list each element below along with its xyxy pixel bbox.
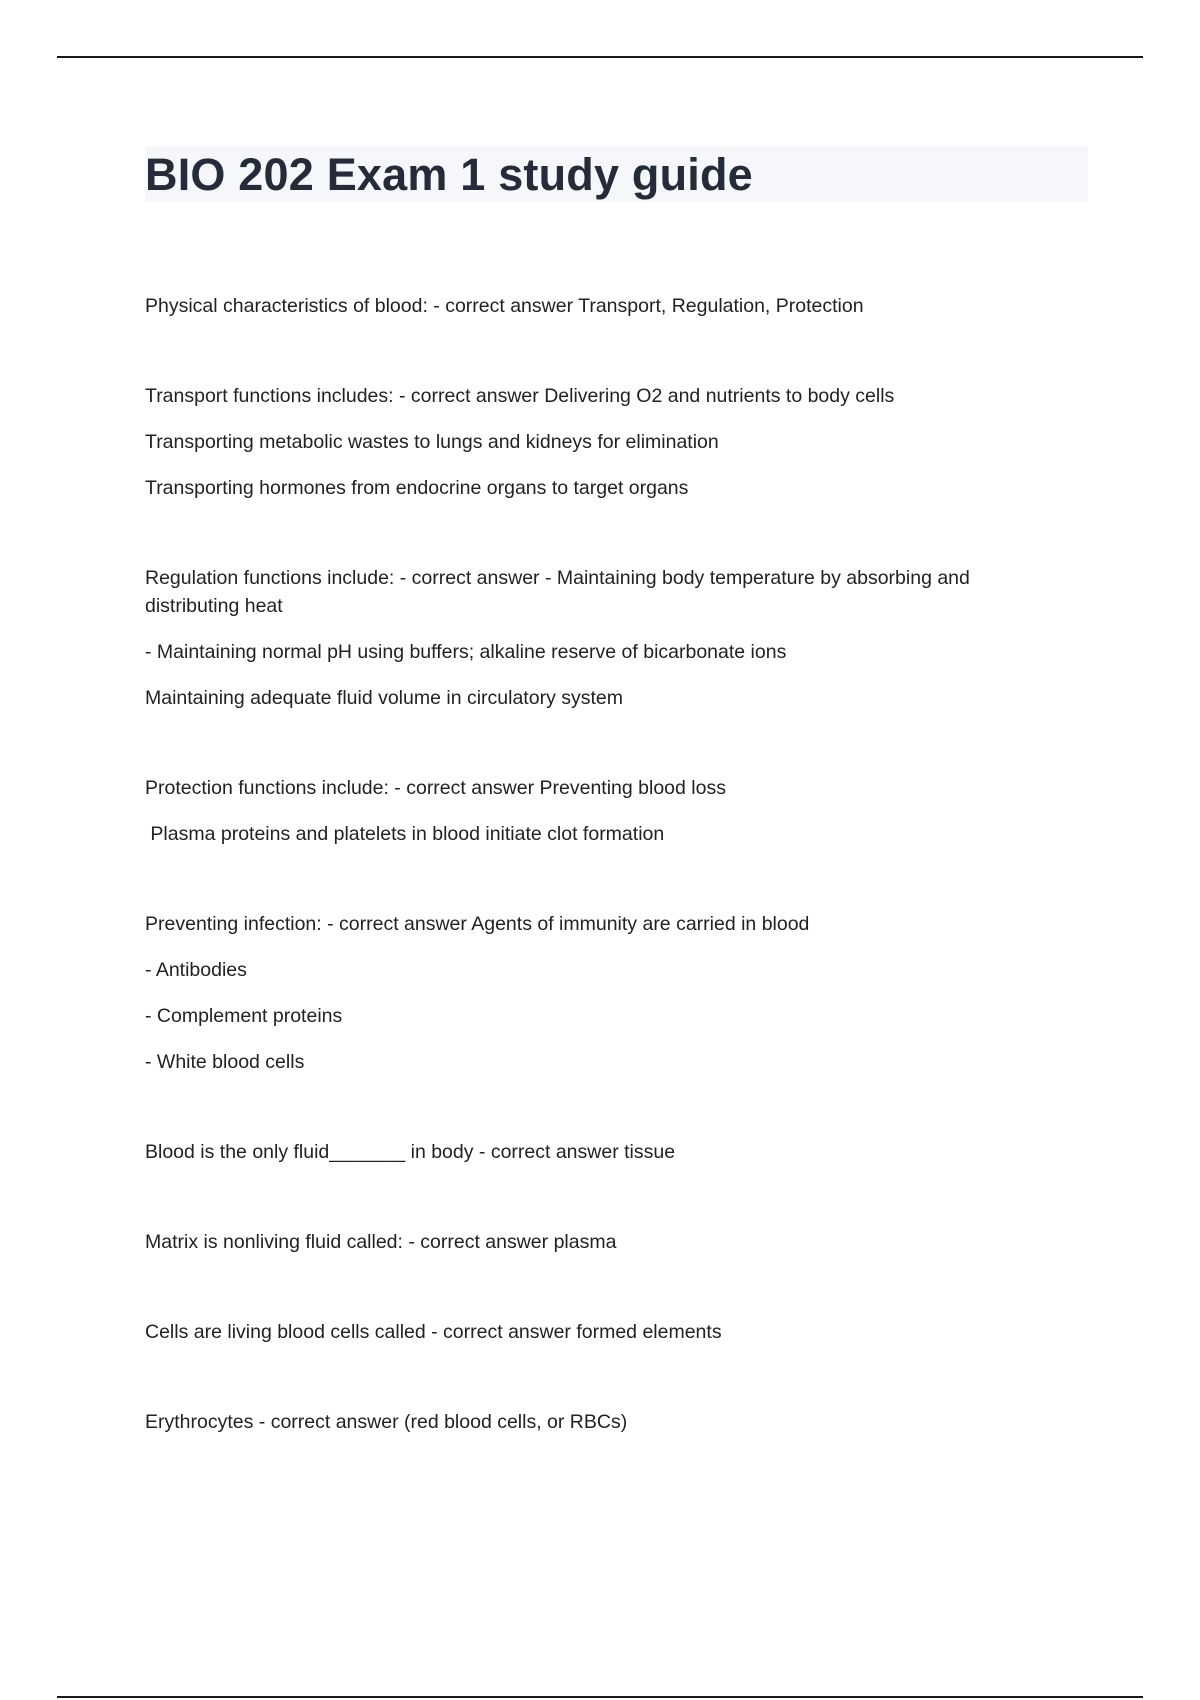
qa-line: - Complement proteins	[145, 1005, 343, 1027]
qa-line: Regulation functions include: - correct answer - Maintaining body temperature by absorbing and distributing heat	[145, 567, 976, 617]
qa-line: Erythrocytes - correct answer (red blood cells, or RBCs)	[145, 1411, 628, 1433]
qa-line: Transporting hormones from endocrine organs to target organs	[145, 477, 689, 499]
qa-entry-blood-characteristics	[145, 292, 1045, 320]
qa-entry-fluid-tissue	[145, 1138, 1045, 1166]
qa-entry-transport-functions	[145, 382, 1045, 502]
qa-entry-regulation-functions	[145, 564, 1045, 712]
page-title: BIO 202 Exam 1 study guide	[145, 148, 753, 200]
qa-line: Physical characteristics of blood: - correct answer Transport, Regulation, Protection	[145, 295, 864, 317]
qa-entry-formed-elements	[145, 1318, 1045, 1346]
qa-line: Preventing infection: - correct answer Agents of immunity are carried in blood	[145, 913, 810, 935]
qa-line: Matrix is nonliving fluid called: - correct answer plasma	[145, 1231, 617, 1253]
qa-line: - Antibodies	[145, 959, 247, 981]
qa-entry-protection-functions	[145, 774, 1045, 848]
qa-line: Protection functions include: - correct answer Preventing blood loss	[145, 777, 726, 799]
bottom-divider	[57, 1696, 1143, 1698]
qa-line: - Maintaining normal pH using buffers; alkaline reserve of bicarbonate ions	[145, 641, 787, 663]
qa-entry-matrix-plasma	[145, 1228, 1045, 1256]
study-guide-body	[145, 292, 1045, 1498]
qa-line: Plasma proteins and platelets in blood initiate clot formation	[145, 823, 665, 845]
qa-entry-erythrocytes	[145, 1408, 1045, 1436]
qa-line: Maintaining adequate fluid volume in circulatory system	[145, 687, 623, 709]
qa-line: Cells are living blood cells called - correct answer formed elements	[145, 1321, 722, 1343]
qa-line: Blood is the only fluid_______ in body - correct answer tissue	[145, 1141, 676, 1163]
qa-line: Transporting metabolic wastes to lungs and kidneys for elimination	[145, 431, 719, 453]
qa-entry-preventing-infection	[145, 910, 1045, 1076]
title-banner	[145, 146, 1088, 202]
top-divider	[57, 56, 1143, 58]
qa-line: Transport functions includes: - correct answer Delivering O2 and nutrients to body cells	[145, 385, 895, 407]
qa-line: - White blood cells	[145, 1051, 305, 1073]
